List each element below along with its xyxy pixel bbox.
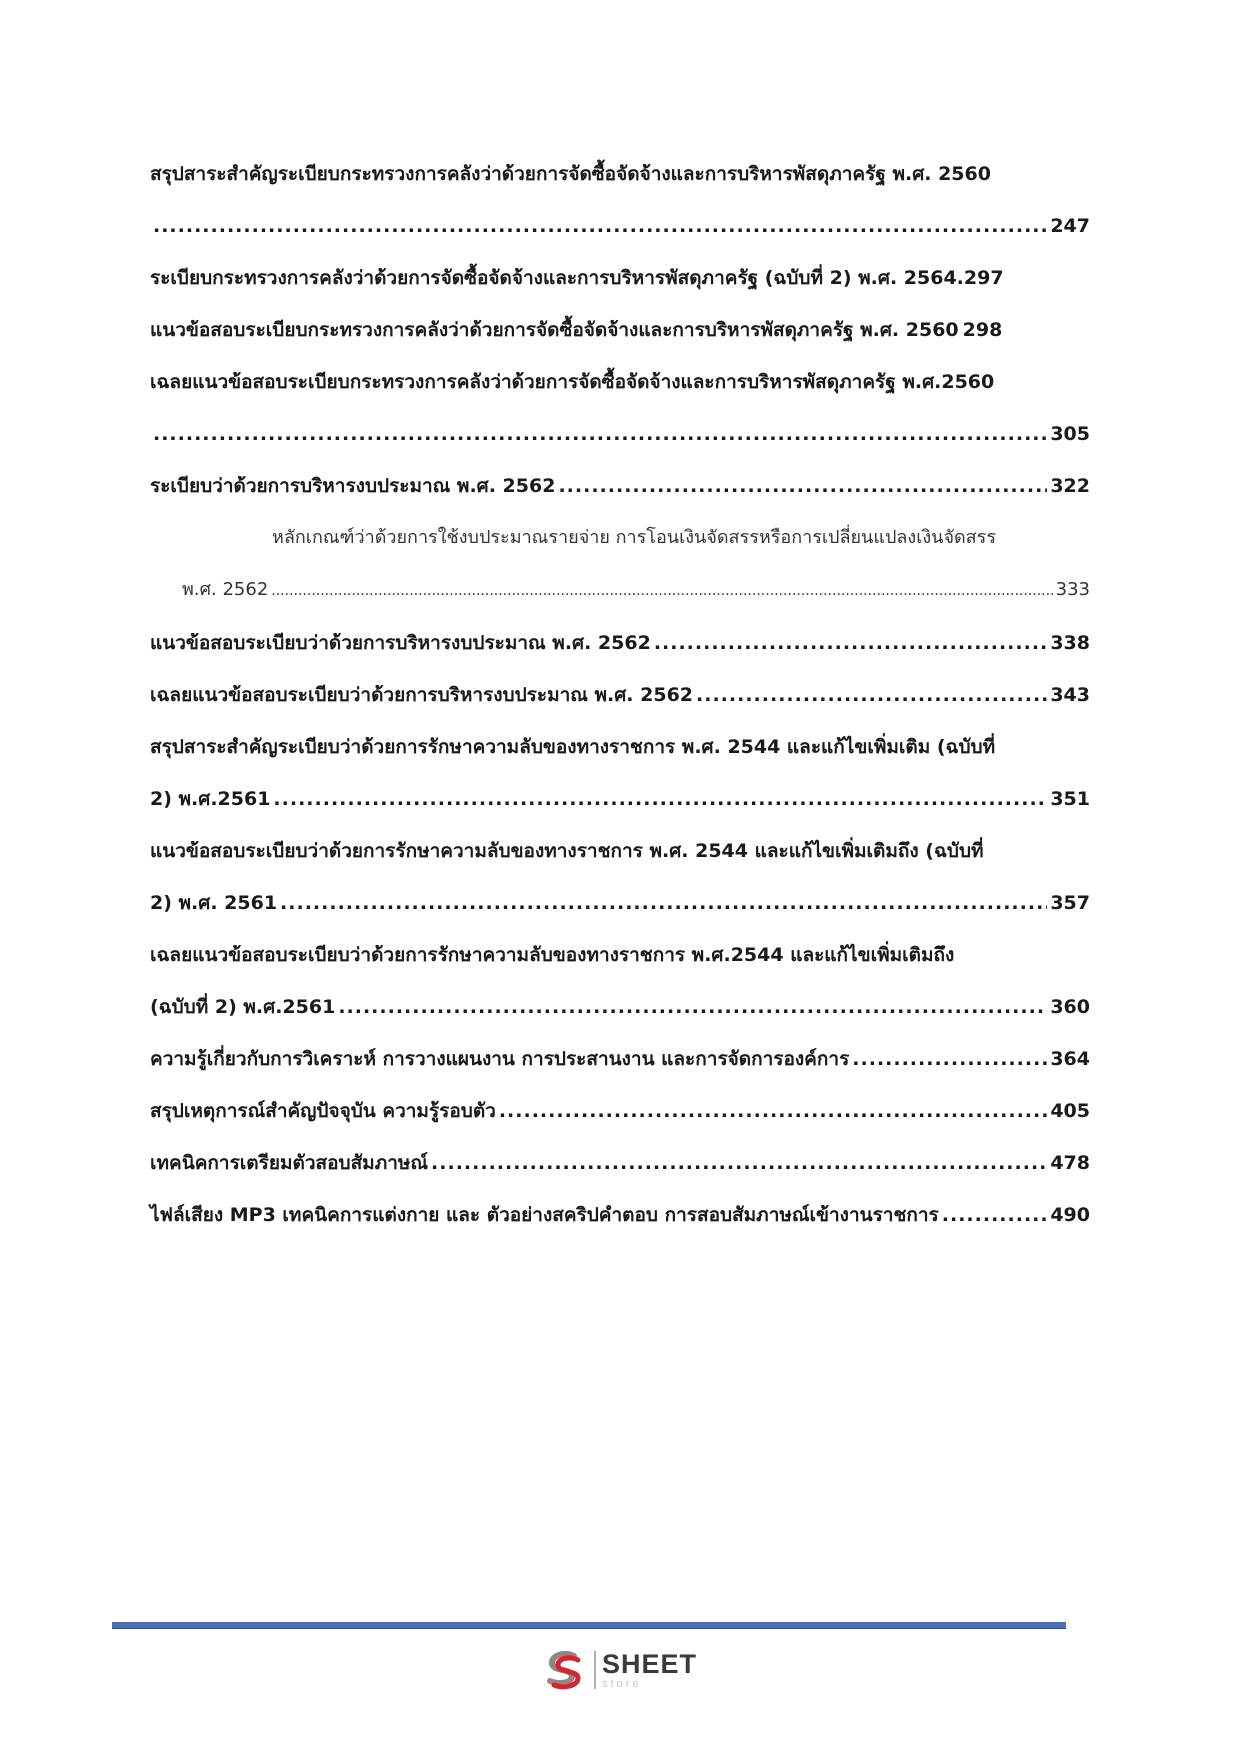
toc-entry-title: เฉลยแนวข้อสอบระเบียบว่าด้วยการบริหารงบประมาณ พ.ศ. 2562 bbox=[150, 684, 694, 706]
toc-page-number: 360 bbox=[1050, 996, 1090, 1018]
toc-entry-title: สรุปสาระสำคัญระเบียบว่าด้วยการรักษาความลับของทางราชการ พ.ศ. 2544 และแก้ไขเพิ่มเติม (ฉบับที่ bbox=[150, 736, 996, 758]
toc-page-number: 343 bbox=[1050, 684, 1090, 706]
toc-entry-title-cont: (ฉบับที่ 2) พ.ศ.2561 bbox=[150, 996, 336, 1018]
toc-entry[interactable] bbox=[150, 825, 1090, 929]
footer-rule bbox=[112, 1622, 1066, 1629]
dot-leader bbox=[271, 565, 1052, 617]
toc-entry[interactable] bbox=[150, 356, 1090, 460]
toc-page-number: 298 bbox=[962, 319, 1003, 341]
toc-entry-title: แนวข้อสอบระเบียบว่าด้วยการบริหารงบประมาณ พ.ศ. 2562 bbox=[150, 632, 651, 654]
toc-entry[interactable] bbox=[150, 304, 1090, 356]
toc-entry-title: หลักเกณฑ์ว่าด้วยการใช้งบประมาณรายจ่าย การโอนเงินจัดสรรหรือการเปลี่ยนแปลงเงินจัดสรร bbox=[272, 527, 997, 548]
toc-page-number: 322 bbox=[1050, 475, 1090, 497]
toc-entry[interactable] bbox=[150, 1137, 1090, 1189]
dot-leader bbox=[696, 669, 1047, 721]
dot-leader bbox=[499, 1085, 1047, 1137]
toc-entry-title: ไฟล์เสียง MP3 เทคนิคการแต่งกาย และ ตัวอย่างสคริปคำตอบ การสอบสัมภาษณ์เข้างานราชการ bbox=[150, 1204, 939, 1226]
dot-leader bbox=[153, 408, 1047, 460]
toc-page-number: 357 bbox=[1050, 892, 1090, 914]
toc-entry-title: แนวข้อสอบระเบียบกระทรวงการคลังว่าด้วยการจัดซื้อจัดจ้างและการบริหารพัสดุภาครัฐ พ.ศ. 2560 bbox=[150, 319, 959, 341]
dot-leader bbox=[273, 773, 1047, 825]
toc-entry-title: เฉลยแนวข้อสอบระเบียบกระทรวงการคลังว่าด้วยการจัดซื้อจัดจ้างและการบริหารพัสดุภาครัฐ พ.ศ.2560 bbox=[150, 371, 995, 393]
toc-page-number: 351 bbox=[1050, 788, 1090, 810]
toc-entry[interactable] bbox=[150, 721, 1090, 825]
dot-leader bbox=[942, 1189, 1048, 1241]
toc-entry[interactable] bbox=[150, 617, 1090, 669]
toc-entry-title: ความรู้เกี่ยวกับการวิเคราะห์ การวางแผนงาน การประสานงาน และการจัดการองค์การ bbox=[150, 1048, 850, 1070]
toc-page-number: 364 bbox=[1050, 1048, 1090, 1070]
logo-wordmark bbox=[602, 1648, 698, 1690]
toc-entry-title-cont: 2) พ.ศ. 2561 bbox=[150, 892, 278, 914]
toc-page-number: 490 bbox=[1050, 1204, 1090, 1226]
toc-entry[interactable] bbox=[150, 929, 1090, 1033]
toc-entry-title-cont: 2) พ.ศ.2561 bbox=[150, 788, 271, 810]
logo-sub-text: store bbox=[602, 1677, 642, 1690]
toc-entry[interactable] bbox=[150, 252, 1090, 304]
toc-entry[interactable] bbox=[150, 1085, 1090, 1137]
logo-divider bbox=[594, 1651, 596, 1689]
toc-entry[interactable] bbox=[150, 148, 1090, 252]
toc-entry-title: สรุปสาระสำคัญระเบียบกระทรวงการคลังว่าด้วยการจัดซื้อจัดจ้างและการบริหารพัสดุภาครัฐ พ.ศ. 2560 bbox=[150, 163, 991, 185]
toc-page-number: 338 bbox=[1050, 632, 1090, 654]
toc-entry-title: เฉลยแนวข้อสอบระเบียบว่าด้วยการรักษาความลับของทางราชการ พ.ศ.2544 และแก้ไขเพิ่มเติมถึง bbox=[150, 944, 955, 966]
toc-entry-title: ระเบียบกระทรวงการคลังว่าด้วยการจัดซื้อจัดจ้างและการบริหารพัสดุภาครัฐ (ฉบับที่ 2) พ.ศ. 2564. bbox=[150, 267, 964, 289]
dot-leader bbox=[338, 981, 1047, 1033]
dot-leader bbox=[654, 617, 1048, 669]
dot-leader bbox=[852, 1033, 1047, 1085]
toc-page-number: 478 bbox=[1050, 1152, 1090, 1174]
toc-entry[interactable] bbox=[150, 669, 1090, 721]
toc-entry[interactable] bbox=[150, 1189, 1090, 1241]
toc-entry-title: เทคนิคการเตรียมตัวสอบสัมภาษณ์ bbox=[150, 1152, 429, 1174]
dot-leader bbox=[153, 200, 1047, 252]
toc-page-number: 305 bbox=[1050, 423, 1090, 445]
sheet-store-s-icon bbox=[540, 1646, 588, 1694]
logo-main-text: SHEET bbox=[602, 1648, 698, 1679]
toc-entry[interactable] bbox=[150, 1033, 1090, 1085]
dot-leader bbox=[280, 877, 1047, 929]
table-of-contents bbox=[150, 148, 1090, 1241]
dot-leader bbox=[558, 460, 1047, 512]
toc-sub-entry[interactable] bbox=[150, 512, 1090, 617]
toc-entry-title: สรุปเหตุการณ์สำคัญปัจจุบัน ความรู้รอบตัว bbox=[150, 1100, 496, 1122]
toc-page-number: 297 bbox=[963, 267, 1004, 289]
sheet-store-logo bbox=[540, 1646, 697, 1694]
toc-entry-title: แนวข้อสอบระเบียบว่าด้วยการรักษาความลับของทางราชการ พ.ศ. 2544 และแก้ไขเพิ่มเติมถึง (ฉบับที่ bbox=[150, 840, 984, 862]
toc-page-number: 333 bbox=[1055, 579, 1090, 600]
dot-leader bbox=[431, 1137, 1047, 1189]
toc-page-number: 247 bbox=[1050, 215, 1090, 237]
toc-entry-title: ระเบียบว่าด้วยการบริหารงบประมาณ พ.ศ. 2562 bbox=[150, 475, 556, 497]
toc-page-number: 405 bbox=[1050, 1100, 1090, 1122]
toc-entry[interactable] bbox=[150, 460, 1090, 512]
toc-entry-title-cont: พ.ศ. 2562 bbox=[182, 579, 269, 600]
